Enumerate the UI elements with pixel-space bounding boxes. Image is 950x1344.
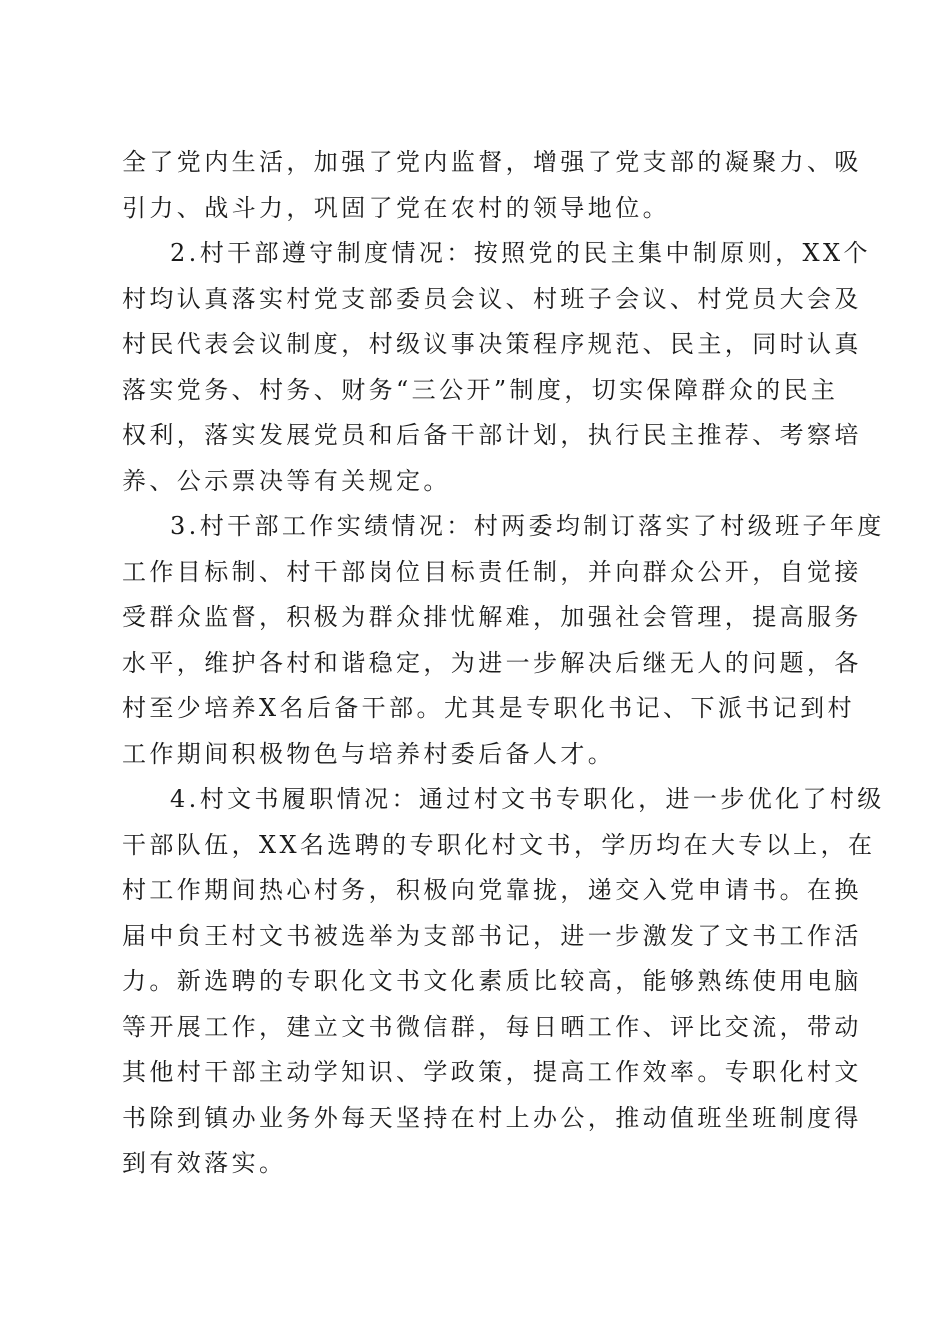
text-line: 3.村干部工作实绩情况：村两委均制订落实了村级班子年度: [170, 512, 885, 540]
text-line: 落实党务、村务、财务“三公开”制度，切实保障群众的民主: [122, 375, 839, 404]
paragraph-section-3: [122, 504, 885, 777]
text-line: 引力、战斗力，巩固了党在农村的领导地位。: [122, 193, 670, 222]
text-line: 等开展工作，建立文书微信群，每日晒工作、评比交流，带动: [122, 1012, 862, 1041]
text-line: 养、公示票决等有关规定。: [122, 466, 451, 495]
text-line: 村均认真落实村党支部委员会议、村班子会议、村党员大会及: [122, 284, 862, 313]
paragraph-section-2: [122, 231, 871, 504]
text-line: 全了党内生活，加强了党内监督，增强了党支部的凝聚力、吸: [122, 148, 862, 176]
text-line: 权利，落实发展党员和后备干部计划，执行民主推荐、考察培: [122, 421, 862, 449]
text-line: 届中贠王村文书被选举为支部书记，进一步激发了文书工作活: [122, 921, 862, 950]
text-line: 到有效落实。: [122, 1149, 287, 1177]
text-line: 水平，维护各村和谐稳定，为进一步解决后继无人的问题，各: [122, 648, 862, 677]
text-line: 力。新选聘的专职化文书文化素质比较高，能够熟练使用电脑: [122, 967, 862, 995]
text-line: 干部队伍，XX名选聘的专职化村文书，学历均在大专以上，在: [122, 830, 876, 859]
paragraph-continuation: [122, 140, 862, 231]
paragraph-section-4: [122, 777, 885, 1187]
text-line: 其他村干部主动学知识、学政策，提高工作效率。专职化村文: [122, 1058, 862, 1086]
text-line: 村工作期间热心村务，积极向党靠拢，递交入党申请书。在换: [122, 876, 862, 904]
text-line: 书除到镇办业务外每天坚持在村上办公，推动值班坐班制度得: [122, 1103, 862, 1132]
text-line: 工作目标制、村干部岗位目标责任制，并向群众公开，自觉接: [122, 557, 862, 586]
text-line: 4.村文书履职情况：通过村文书专职化，进一步优化了村级: [170, 785, 885, 813]
text-line: 工作期间积极物色与培养村委后备人才。: [122, 739, 616, 768]
text-line: 村至少培养X名后备干部。尤其是专职化书记、下派书记到村: [122, 694, 855, 722]
document-body: [122, 140, 885, 1187]
text-line: 2.村干部遵守制度情况：按照党的民主集中制原则，XX个: [170, 239, 871, 267]
text-line: 受群众监督，积极为群众排忧解难，加强社会管理，提高服务: [122, 603, 862, 631]
text-line: 村民代表会议制度，村级议事决策程序规范、民主，同时认真: [122, 330, 862, 358]
